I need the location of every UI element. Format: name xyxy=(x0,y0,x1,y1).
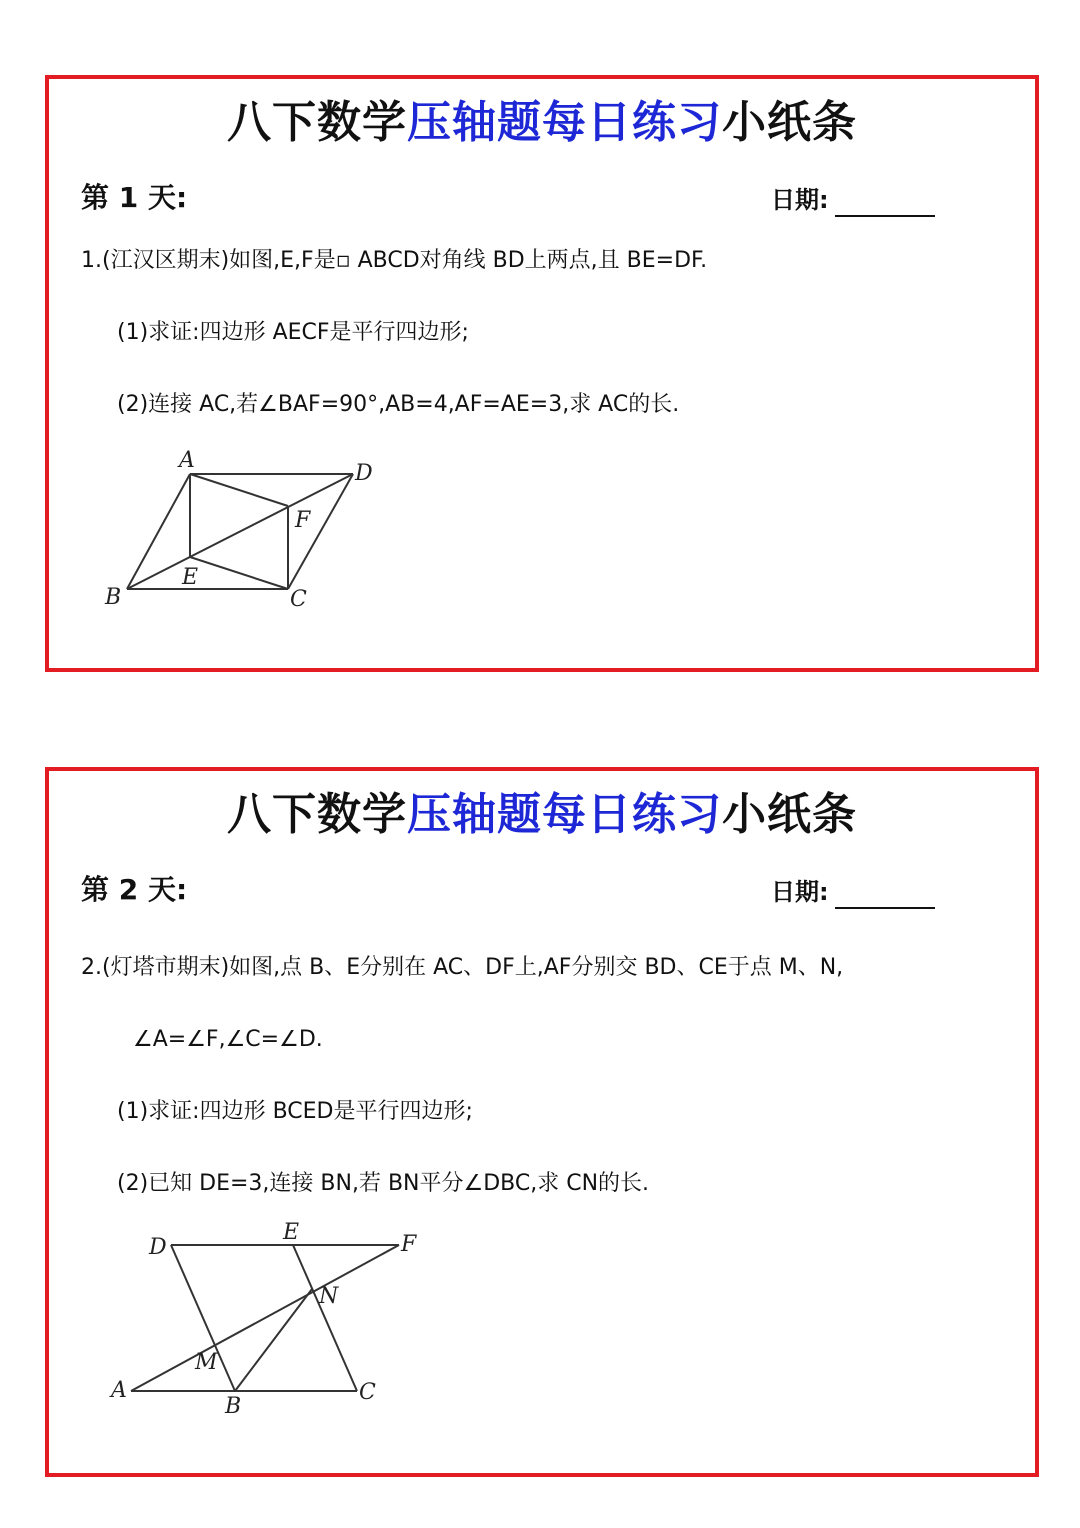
label-n: N xyxy=(319,1284,339,1309)
date-field xyxy=(771,183,935,217)
day-label: 第 1 天: xyxy=(81,181,188,214)
card-title: 八下数学压轴题每日练习小纸条 xyxy=(227,97,857,148)
sub-question-1: (1)求证:四边形 AECF是平行四边形; xyxy=(117,320,469,345)
label-b: B xyxy=(105,585,122,610)
date-field xyxy=(771,875,935,909)
day-label: 第 2 天: xyxy=(81,873,188,906)
label-a: A xyxy=(179,448,195,473)
problem-statement: 2.(灯塔市期末)如图,点 B、E分别在 AC、DF上,AF分别交 BD、CE于点 M、N, xyxy=(81,955,844,980)
label-f: F xyxy=(295,508,311,533)
segment-af xyxy=(131,1245,399,1391)
problem-condition: ∠A=∠F,∠C=∠D. xyxy=(133,1027,323,1052)
sub-question-1: (1)求证:四边形 BCED是平行四边形; xyxy=(117,1099,473,1124)
date-label: 日期: xyxy=(771,186,829,214)
sub-question-2: (2)已知 DE=3,连接 BN,若 BN平分∠DBC,求 CN的长. xyxy=(117,1171,650,1196)
label-a: A xyxy=(111,1378,127,1403)
date-blank-line xyxy=(835,187,935,217)
label-e: E xyxy=(182,565,199,590)
exercise-card-1 xyxy=(45,75,1039,672)
label-d: D xyxy=(149,1235,167,1260)
segment-af xyxy=(190,474,288,506)
segment-bn xyxy=(235,1289,312,1391)
segment-ec xyxy=(293,1245,357,1391)
label-c: C xyxy=(359,1380,376,1405)
segment-ec xyxy=(190,557,288,589)
label-m: M xyxy=(195,1350,218,1375)
sub-question-2: (2)连接 AC,若∠BAF=90°,AB=4,AF=AE=3,求 AC的长. xyxy=(117,392,680,417)
label-d: D xyxy=(355,461,373,486)
geometry-figure-2 xyxy=(109,1221,439,1421)
date-blank-line xyxy=(835,879,935,909)
date-label: 日期: xyxy=(771,878,829,906)
exercise-card-2 xyxy=(45,767,1039,1477)
geometry-figure-1 xyxy=(97,444,397,614)
label-b: B xyxy=(225,1394,242,1419)
card-title: 八下数学压轴题每日练习小纸条 xyxy=(227,789,857,840)
problem-statement: 1.(江汉区期末)如图,E,F是▫ ABCD对角线 BD上两点,且 BE=DF. xyxy=(81,248,708,273)
edge-ab xyxy=(127,474,190,589)
label-e: E xyxy=(283,1221,300,1245)
label-c: C xyxy=(290,587,307,612)
label-f: F xyxy=(401,1232,417,1257)
